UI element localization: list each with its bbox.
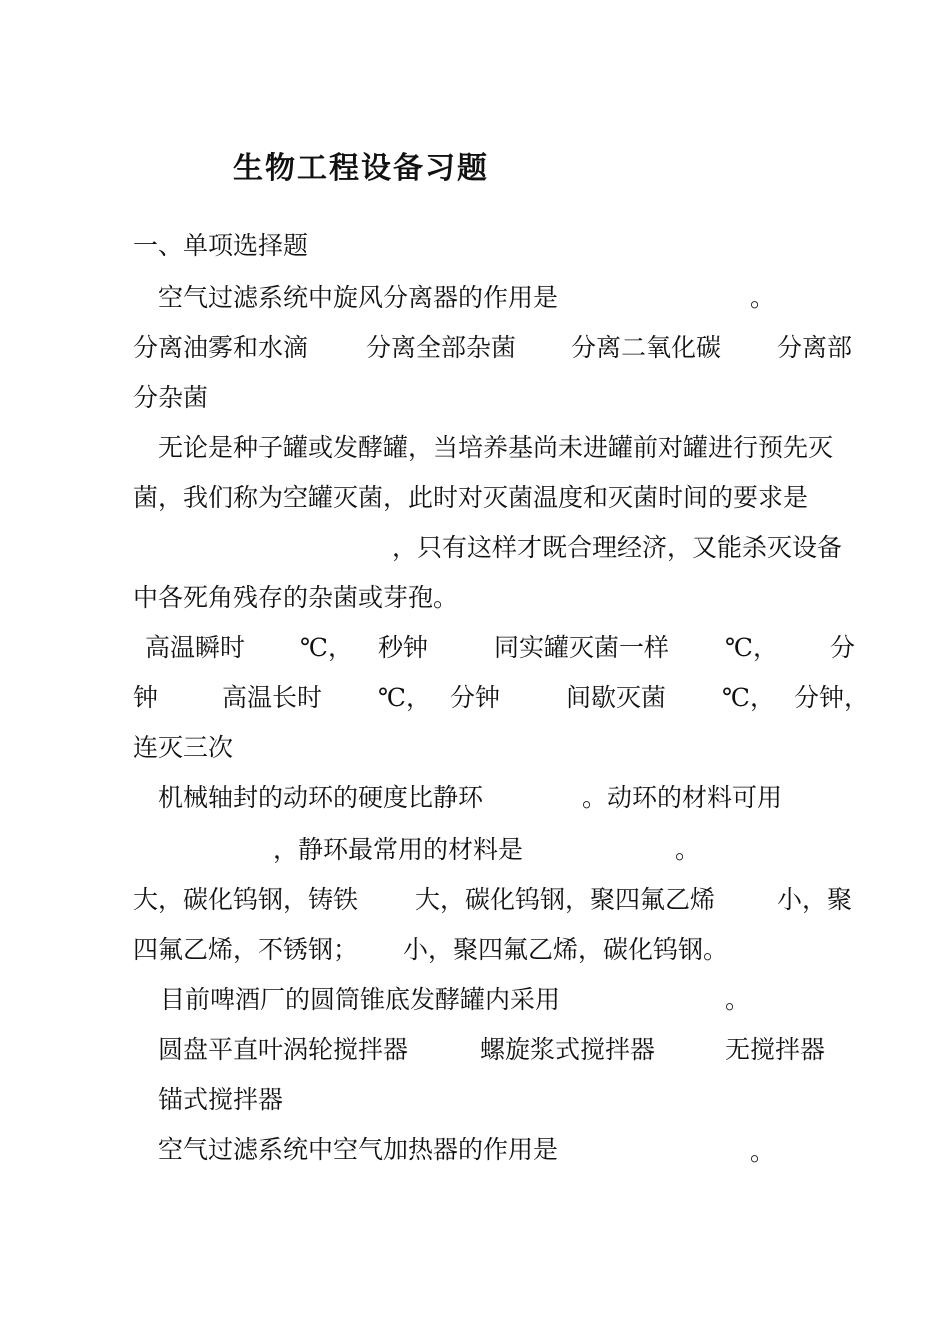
- q1-end: 。: [750, 283, 776, 312]
- q1-stem: 空气过滤系统中旋风分离器的作用是: [158, 283, 559, 312]
- q2-option-c: 高温长时: [222, 683, 323, 712]
- q2-line-3: ，只有这样才既合理经济，又能杀灭设备: [392, 533, 843, 562]
- q1-option-d: 分离部: [777, 333, 853, 362]
- q3-line-2b: 。: [675, 835, 701, 864]
- q2-option-b-min-cont: 钟: [133, 683, 159, 712]
- q3-line-1b: 。动环的材料可用: [582, 783, 783, 812]
- q3-option-a: 大，碳化钨钢，铸铁: [133, 885, 359, 914]
- q3-option-d: 小，聚四氟乙烯，碳化钨钢。: [403, 935, 729, 964]
- q2-line-1: 无论是种子罐或发酵罐，当培养基尚未进罐前对罐进行预先灭: [158, 433, 834, 462]
- q3-line-1a: 机械轴封的动环的硬度比静环: [158, 783, 484, 812]
- q4-stem: 目前啤酒厂的圆筒锥底发酵罐内采用: [160, 985, 561, 1014]
- q5-end: 。: [750, 1137, 776, 1166]
- q2-option-d: 间歇灭菌: [566, 683, 667, 712]
- q1-option-b: 分离全部杂菌: [366, 333, 517, 362]
- q2-option-c-deg: ℃，: [378, 683, 431, 712]
- q2-option-a: 高温瞬时: [145, 633, 246, 662]
- q4-option-d: 锚式搅拌器: [158, 1085, 284, 1114]
- q3-option-c: 小，聚: [777, 885, 853, 914]
- q2-option-d-tail: 连灭三次: [133, 733, 234, 762]
- q4-option-a: 圆盘平直叶涡轮搅拌器: [158, 1035, 409, 1064]
- q5-stem: 空气过滤系统中空气加热器的作用是: [158, 1135, 559, 1164]
- q2-option-d-min: 分钟，: [794, 683, 870, 712]
- q3-option-b: 大，碳化钨钢，聚四氟乙烯: [415, 885, 716, 914]
- q1-option-d-cont: 分杂菌: [133, 383, 209, 412]
- q4-option-c: 无搅拌器: [725, 1035, 826, 1064]
- q3-option-c-cont: 四氟乙烯，不锈钢；: [133, 935, 359, 964]
- q2-option-b-min: 分: [830, 633, 856, 662]
- q4-end: 。: [725, 985, 751, 1014]
- q2-option-a-sec: 秒钟: [378, 633, 429, 662]
- q1-option-c: 分离二氧化碳: [571, 333, 722, 362]
- q3-line-2a: ，静环最常用的材料是: [273, 835, 524, 864]
- q2-option-c-min: 分钟: [450, 683, 501, 712]
- q2-option-b-deg: ℃，: [725, 633, 778, 662]
- q2-option-b: 同实罐灭菌一样: [494, 633, 670, 662]
- q2-line-4: 中各死角残存的杂菌或芽孢。: [133, 583, 459, 612]
- q1-option-a: 分离油雾和水滴: [133, 333, 309, 362]
- document-title: 生物工程设备习题: [233, 151, 489, 186]
- q2-option-d-deg: ℃，: [722, 683, 775, 712]
- q2-line-2: 菌，我们称为空罐灭菌，此时对灭菌温度和灭菌时间的要求是: [133, 483, 809, 512]
- section-heading: 一、单项选择题: [133, 231, 309, 260]
- q4-option-b: 螺旋浆式搅拌器: [480, 1035, 656, 1064]
- q2-option-a-deg: ℃，: [300, 633, 353, 662]
